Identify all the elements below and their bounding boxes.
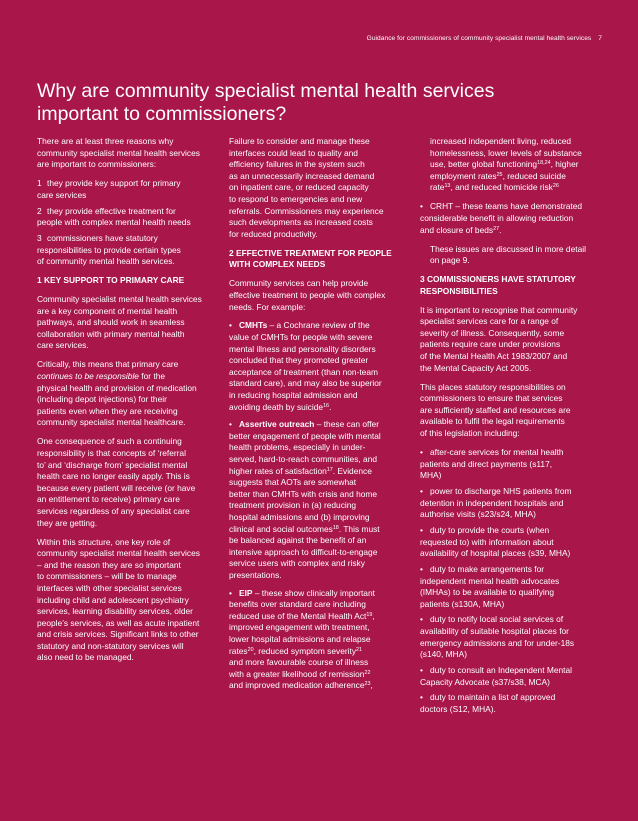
text-line: lower hospital admissions and relapse bbox=[229, 633, 371, 644]
text-line bbox=[229, 523, 411, 536]
text-line: of community mental health services. bbox=[37, 256, 175, 267]
list-item bbox=[37, 206, 219, 229]
text-line: detention in independent hospitals and bbox=[420, 497, 564, 508]
text-run: for the bbox=[138, 371, 166, 382]
paragraph bbox=[37, 537, 219, 665]
text-line: treatment provision in (a) reducing bbox=[229, 500, 357, 511]
text-line: interfaces with other specialist services bbox=[37, 582, 182, 593]
text-line: intensive approach to difficult-to-engage bbox=[229, 546, 378, 557]
page-number: 7 bbox=[598, 35, 602, 42]
reference-mark: 25 bbox=[496, 171, 503, 178]
list-item bbox=[420, 564, 602, 610]
text-line bbox=[430, 182, 602, 194]
reference-mark: 18,24 bbox=[537, 160, 551, 166]
list-item-crht bbox=[420, 201, 602, 236]
text-line: and more favourable course of illness bbox=[229, 657, 369, 668]
text-line: severity of illness. Consequently, some bbox=[420, 327, 565, 338]
reference-mark: 17 bbox=[326, 466, 333, 473]
continued-item bbox=[420, 136, 602, 194]
text-line: including child and adolescent psychiatry bbox=[37, 594, 189, 605]
text-line: avoiding death by suicide$^{16}$. bbox=[229, 401, 332, 412]
text-line: patients require care under provisions bbox=[420, 339, 561, 350]
title-line: Why are community specialist mental health services bbox=[37, 80, 495, 102]
text-line: (including depot injections) for their bbox=[37, 394, 167, 405]
text-line: they provide effective treatment for bbox=[47, 205, 176, 216]
text-line: better engagement of people with mental bbox=[229, 430, 381, 441]
text-run: , reduced symptom severity bbox=[253, 645, 357, 656]
text-run: . This must bbox=[338, 523, 380, 534]
text-line: on inpatient care, or reduced capacity bbox=[229, 182, 369, 193]
reference-mark: 21 bbox=[356, 646, 363, 653]
list-item bbox=[420, 447, 602, 482]
crht-list bbox=[420, 201, 602, 236]
text-line: availability of hospital places (s39, MHA) bbox=[420, 548, 571, 559]
text-line bbox=[229, 610, 411, 623]
text-line: improved engagement with treatment, bbox=[229, 622, 370, 633]
text-line: responsibilities to provide certain types bbox=[37, 244, 181, 255]
reference-mark: 23 bbox=[364, 681, 371, 688]
paragraph bbox=[37, 359, 219, 429]
text-line: physical health and provision of medication bbox=[37, 382, 197, 393]
running-title: Guidance for commissioners of community specialist mental health services bbox=[366, 35, 592, 42]
text-line bbox=[229, 465, 411, 478]
text-line: Within this structure, one key role of bbox=[37, 536, 171, 547]
text-line: also need to be managed. bbox=[37, 652, 134, 663]
text-line: they are getting. bbox=[37, 517, 98, 528]
text-line: increased independent living, reduced bbox=[430, 136, 572, 146]
list-item bbox=[37, 178, 219, 201]
reference-mark: 13 bbox=[444, 183, 451, 190]
text-line: people with complex mental health needs bbox=[37, 217, 191, 228]
text-line: Capacity Advocate (s37/s38, MCA) bbox=[420, 676, 550, 687]
running-head bbox=[367, 35, 602, 42]
reference-mark: 27 bbox=[493, 225, 500, 232]
text-line: better than CMHTs with crisis and home bbox=[229, 488, 378, 499]
text-line: doctors (S12, MHA). bbox=[420, 704, 496, 714]
text-line: concluded that they promoted greater bbox=[229, 355, 369, 366]
text-line: after-care services for mental health bbox=[430, 447, 564, 457]
text-line: the Mental Capacity Act 2005. bbox=[420, 362, 532, 373]
text-line: availability of suitable hospital places for bbox=[420, 626, 569, 637]
text-line: services, learning disability services, older bbox=[37, 606, 193, 617]
text-line: (IMHAs) to be available to qualifying bbox=[420, 587, 555, 598]
column-1 bbox=[37, 136, 219, 671]
text-line: needs. For example: bbox=[229, 301, 306, 312]
text-line: for reduced productivity. bbox=[229, 228, 318, 239]
column-3 bbox=[420, 136, 602, 723]
text-line: duty to provide the courts (when bbox=[430, 524, 550, 535]
text-line: patients and direct payments (s117, bbox=[420, 458, 553, 469]
text-line: duty to make arrangements for bbox=[430, 563, 545, 574]
list-item bbox=[420, 525, 602, 560]
text-line: homelessness, lower levels of substance bbox=[430, 147, 582, 158]
text-line: presentations. bbox=[229, 569, 282, 580]
text-line: health care no longer easily apply. This is bbox=[37, 471, 190, 482]
list-item-assertive-outreach bbox=[229, 419, 411, 581]
text-line: community specialist mental healthcare. bbox=[37, 417, 186, 428]
list-item bbox=[420, 614, 602, 660]
text-line: hospital admissions and (b) improving bbox=[229, 511, 370, 522]
text-line: suggests that AOTs are somewhat bbox=[229, 477, 357, 488]
text-line: patients even when they are receiving bbox=[37, 405, 178, 416]
list-number: 1 bbox=[37, 178, 42, 189]
text-line: acceptance of treatment (than non-team bbox=[229, 366, 378, 377]
text-run: , higher bbox=[550, 159, 579, 170]
reference-mark: 22 bbox=[364, 669, 371, 676]
text-line: benefits over standard care including bbox=[229, 599, 366, 610]
section-heading-1: 1 KEY SUPPORT TO PRIMARY CARE bbox=[37, 275, 185, 286]
title-line: important to commissioners? bbox=[37, 103, 287, 125]
text-run: with a greater likelihood of remission bbox=[229, 668, 365, 679]
text-line: people’s services, as well as acute inpatient bbox=[37, 617, 200, 628]
intro-paragraph bbox=[37, 136, 219, 171]
text-line: and closure of beds$^{27}$. bbox=[420, 224, 502, 235]
text-line: of this legislation including: bbox=[420, 428, 520, 439]
text-run: – these can offer bbox=[314, 419, 379, 430]
text-line: One consequence of such a continuing bbox=[37, 436, 182, 447]
text-line: considerable benefit in allowing reduction bbox=[420, 212, 574, 223]
text-line: Failure to consider and manage these bbox=[229, 136, 370, 146]
text-run: employment rates bbox=[430, 170, 497, 181]
item-label: Assertive outreach bbox=[239, 419, 315, 430]
text-run: . Evidence bbox=[332, 465, 372, 476]
text-line: interfaces could lead to quality and bbox=[229, 147, 358, 158]
list-item-cmht bbox=[229, 320, 411, 413]
text-run: , and reduced homicide risk bbox=[450, 182, 553, 193]
text-line: services regardless of any specialist care bbox=[37, 505, 190, 516]
text-run: higher rates of satisfaction bbox=[229, 465, 327, 476]
text-run: CRHT – these teams have demonstrated bbox=[430, 201, 583, 212]
text-run: – these show clinically important bbox=[252, 587, 375, 598]
list-item bbox=[420, 486, 602, 521]
heading-line: 2 EFFECTIVE TREATMENT FOR PEOPLE bbox=[229, 247, 392, 258]
text-line: are a key component of mental health bbox=[37, 305, 178, 316]
text-line: value of CMHTs for people with severe bbox=[229, 332, 373, 343]
text-line bbox=[430, 159, 602, 171]
text-line: in reducing hospital admission and bbox=[229, 390, 358, 401]
text-line: commissioners to ensure that services bbox=[420, 393, 563, 404]
text-line: care services. bbox=[37, 340, 89, 351]
text-line: referrals. Commissioners may experience bbox=[229, 205, 384, 216]
text-line: statutory and non-statutory services will bbox=[37, 640, 184, 651]
text-run: use, better global functioning bbox=[430, 159, 538, 170]
text-run: reduced use of the Mental Health Act bbox=[229, 610, 367, 621]
text-line: of the Mental Health Act 1983/2007 and bbox=[420, 351, 568, 362]
paragraph bbox=[37, 436, 219, 529]
text-run: , bbox=[372, 610, 375, 621]
text-line: community specialist mental health services bbox=[37, 147, 200, 158]
text-line: because every patient will receive (or have bbox=[37, 482, 196, 493]
list-number: 2 bbox=[37, 205, 42, 216]
text-line: power to discharge NHS patients from bbox=[430, 485, 572, 496]
text-line: community specialist mental health services bbox=[37, 548, 200, 559]
text-line: pathways, and should work in seamless bbox=[37, 317, 185, 328]
text-line: responsibility is that concepts of ‘referral bbox=[37, 447, 186, 458]
examples-list bbox=[229, 320, 411, 691]
text-line bbox=[37, 359, 219, 371]
text-line: to’ and ‘discharge from’ specialist mental bbox=[37, 459, 188, 470]
reference-mark: 18 bbox=[332, 524, 339, 531]
text-line: independent mental health advocates bbox=[420, 575, 560, 586]
text-line: and crisis services. Significant links to other bbox=[37, 629, 199, 640]
text-line: – and the reason they are so important bbox=[37, 559, 181, 570]
text-line: specialist services care for a range of bbox=[420, 316, 559, 327]
text-line: they provide key support for primary bbox=[47, 178, 181, 189]
text-run: – a Cochrane review of the bbox=[267, 320, 370, 331]
text-line: authorise visits (s23/s24, MHA) bbox=[420, 509, 536, 520]
duties-list bbox=[420, 447, 602, 716]
paragraph bbox=[420, 305, 602, 375]
text-line: are important to commissioners: bbox=[37, 159, 157, 170]
text-line: standard care), and may also be superior bbox=[229, 378, 382, 389]
text-line: duty to notify local social services of bbox=[430, 614, 564, 625]
paragraph bbox=[420, 244, 602, 267]
reference-mark: 19 bbox=[366, 611, 373, 618]
text-line: emergency admissions and for under-18s bbox=[420, 637, 575, 648]
text-line: be balanced against the benefit of an bbox=[229, 535, 367, 546]
heading-line: WITH COMPLEX NEEDS bbox=[229, 259, 326, 270]
text-line: such developments as increased costs bbox=[229, 217, 373, 228]
text-line: to commissioners – will be to manage bbox=[37, 571, 177, 582]
text-line: requested to) with information about bbox=[420, 536, 554, 547]
column-2 bbox=[229, 136, 411, 699]
text-line: duty to consult an Independent Mental bbox=[430, 665, 573, 676]
text-line bbox=[229, 645, 411, 658]
item-label: CMHTs bbox=[239, 320, 268, 331]
text-line bbox=[229, 680, 411, 692]
text-line: patients (s130A, MHA) bbox=[420, 598, 505, 609]
text-run: avoiding death by suicide bbox=[229, 401, 324, 412]
page-title bbox=[37, 80, 607, 126]
paragraph bbox=[229, 136, 411, 240]
text-line bbox=[229, 668, 411, 681]
text-line: are sufficiently staffed and resources are bbox=[420, 404, 571, 415]
text-line: Community services can help provide bbox=[229, 278, 369, 289]
text-line: available to fulfil the legal requirements bbox=[420, 416, 565, 427]
list-item bbox=[37, 233, 219, 268]
text-line: commissioners have statutory bbox=[47, 232, 158, 243]
text-line: mental illness and personality disorders bbox=[229, 343, 376, 354]
text-line: (s140, MHA) bbox=[420, 649, 468, 660]
text-line: Community specialist mental health services bbox=[37, 294, 202, 305]
section-heading-3 bbox=[420, 274, 602, 297]
heading-line: RESPONSIBILITIES bbox=[420, 285, 498, 296]
text-line bbox=[430, 171, 602, 183]
section-heading-2 bbox=[229, 248, 411, 271]
text-line: an entitlement to receive) primary care bbox=[37, 494, 180, 505]
text-line: There are at least three reasons why bbox=[37, 136, 174, 146]
text-line: served, hard-to-reach communities, and bbox=[229, 454, 378, 465]
text-run: clinical and social outcomes bbox=[229, 523, 333, 534]
item-label: EIP bbox=[239, 587, 253, 598]
text-run: and closure of beds bbox=[420, 224, 494, 235]
list-item-eip bbox=[229, 588, 411, 692]
text-line: These issues are discussed in more detail bbox=[430, 243, 586, 254]
text-line: This places statutory responsibilities on bbox=[420, 381, 566, 392]
text-line: effective treatment to people with complex bbox=[229, 289, 386, 300]
text-line: It is important to recognise that community bbox=[420, 304, 578, 315]
text-line: service users with complex and risky bbox=[229, 558, 365, 569]
reasons-list bbox=[37, 178, 219, 268]
text-line: MHA) bbox=[420, 470, 442, 481]
text-line bbox=[37, 371, 219, 383]
text-line: collaboration with primary mental health bbox=[37, 328, 185, 339]
paragraph bbox=[420, 382, 602, 440]
paragraph bbox=[37, 294, 219, 352]
reference-mark: 26 bbox=[552, 183, 559, 190]
text-line: efficiency failures in the system such bbox=[229, 159, 365, 170]
text-run: rate bbox=[430, 182, 445, 193]
list-item bbox=[420, 692, 602, 715]
text-run: , reduced suicide bbox=[502, 170, 566, 181]
text-run: and improved medication adherence bbox=[229, 680, 365, 691]
heading-line: 3 COMMISSIONERS HAVE STATUTORY bbox=[420, 274, 576, 285]
reference-mark: 20 bbox=[247, 646, 254, 653]
text-line: health problems, especially in under- bbox=[229, 442, 366, 453]
paragraph bbox=[229, 278, 411, 313]
text-run: , bbox=[370, 680, 373, 691]
text-run: rates bbox=[229, 645, 248, 656]
text-line: to respond to emergencies and new bbox=[229, 193, 363, 204]
reference-mark: 16 bbox=[323, 402, 330, 409]
text-line: care services bbox=[37, 189, 87, 200]
text-line: as an unnecessarily increased demand bbox=[229, 170, 375, 181]
list-number: 3 bbox=[37, 232, 42, 243]
list-item bbox=[420, 665, 602, 688]
emphasis-text: continues to be responsible bbox=[37, 371, 139, 382]
text-line: duty to maintain a list of approved bbox=[430, 692, 556, 703]
text-run: Critically, this means that primary care bbox=[37, 359, 179, 370]
text-line: on page 9. bbox=[430, 255, 470, 266]
